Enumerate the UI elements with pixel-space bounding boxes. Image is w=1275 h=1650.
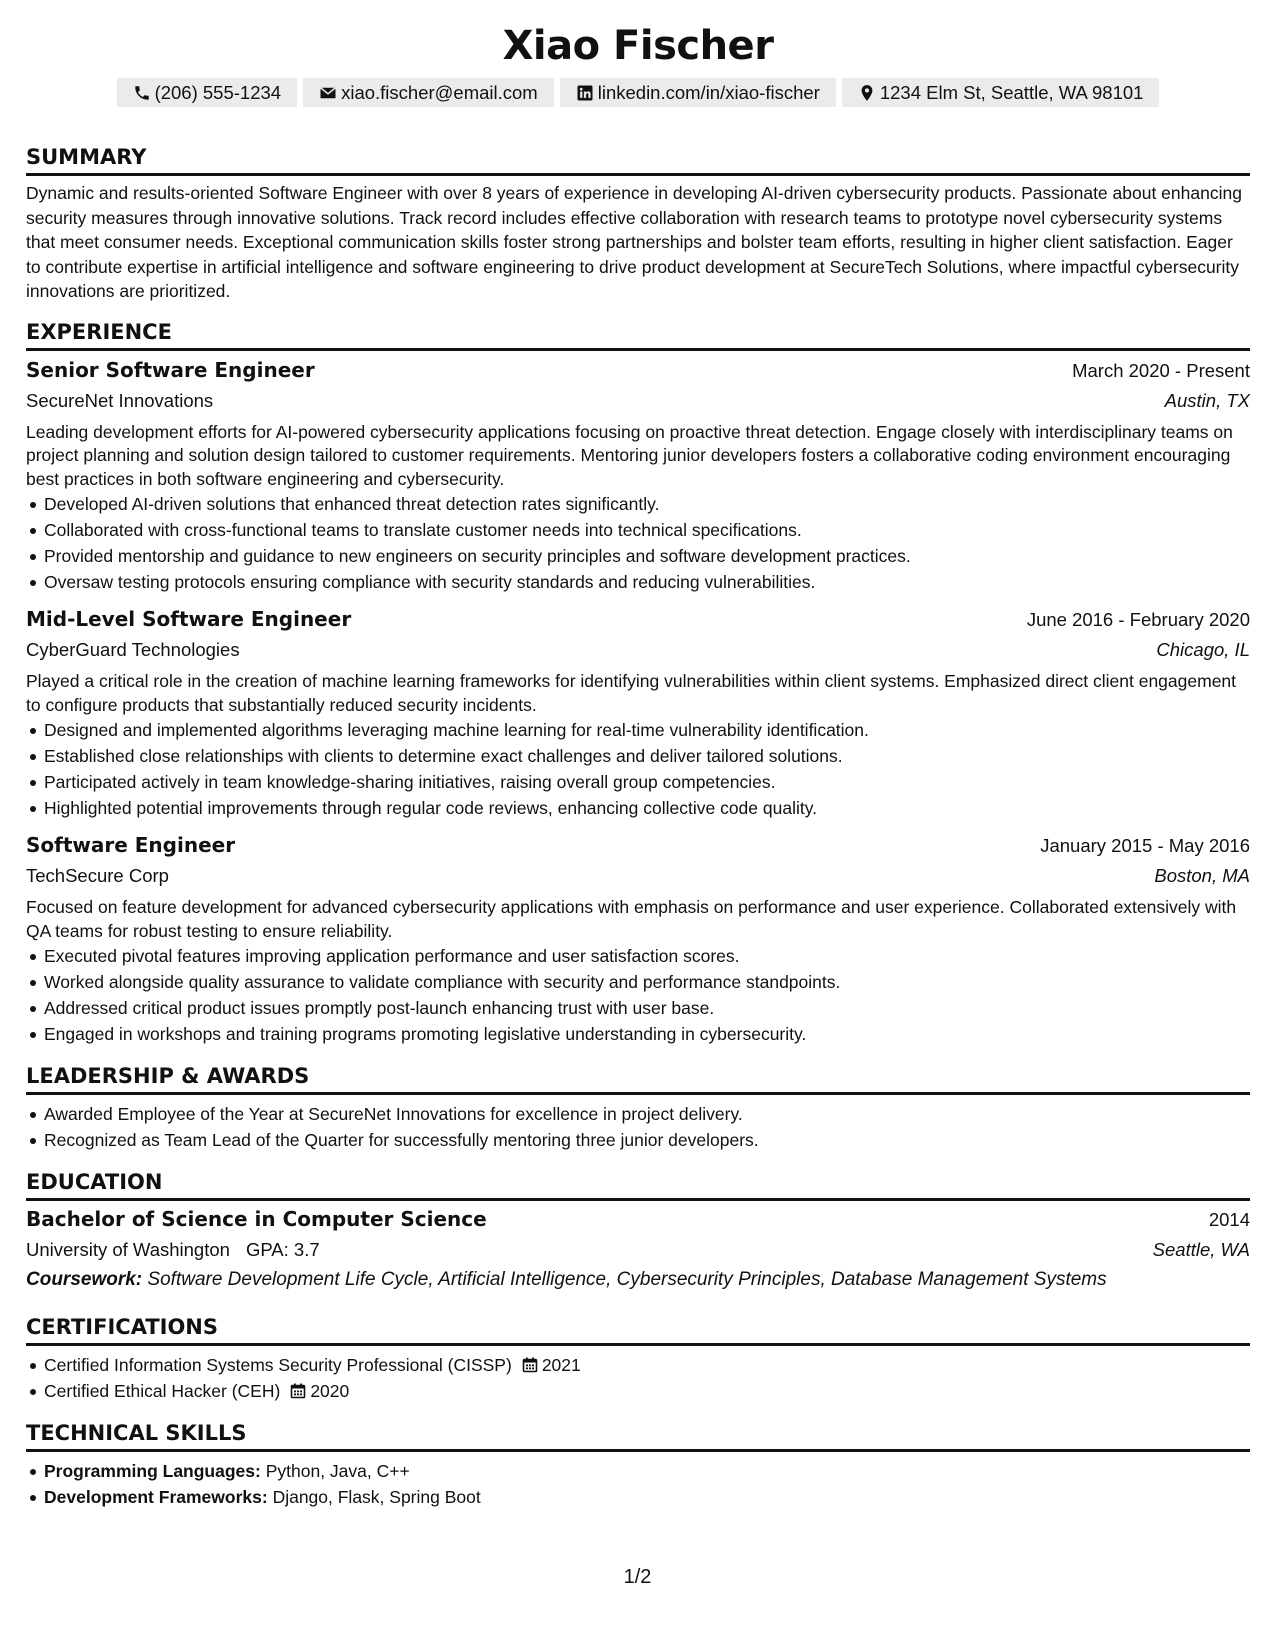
section-divider xyxy=(26,173,1250,176)
envelope-icon xyxy=(319,84,337,102)
calendar-icon xyxy=(522,1354,538,1370)
list-item: Developed AI-driven solutions that enhanced threat detection rates significantly. xyxy=(26,491,1250,517)
certifications-section xyxy=(26,1313,1250,1404)
skills-list xyxy=(26,1458,1250,1510)
job-entry xyxy=(26,830,1250,1047)
job-dates: March 2020 - Present xyxy=(1072,359,1250,381)
job-dates: January 2015 - May 2016 xyxy=(1040,835,1250,856)
list-item: Oversaw testing protocols ensuring compliance with security standards and reducing vulnerabilities. xyxy=(26,569,1250,595)
section-divider xyxy=(26,1198,1250,1201)
certification-year: 2021 xyxy=(541,1355,581,1375)
page-number: 1/2 xyxy=(623,1566,652,1588)
phone-icon xyxy=(133,84,151,102)
list-item: Established close relationships with clients to determine exact challenges and deliver tailored solutions. xyxy=(26,743,1250,769)
list-item: Addressed critical product issues promptly post-launch enhancing trust with user base. xyxy=(26,995,1250,1021)
resume-page xyxy=(26,18,1250,1510)
candidate-name: Xiao Fischer xyxy=(502,23,774,69)
coursework xyxy=(26,1265,1250,1295)
linkedin-icon xyxy=(576,84,594,102)
certifications-heading: CERTIFICATIONS xyxy=(26,1315,219,1339)
list-item: Executed pivotal features improving application performance and user satisfaction scores. xyxy=(26,943,1250,969)
experience-heading: EXPERIENCE xyxy=(26,319,172,344)
list-item: Designed and implemented algorithms leveraging machine learning for real-time vulnerability identification. xyxy=(26,717,1250,743)
contact-email-text: xiao.fischer@email.com xyxy=(341,81,538,103)
job-description: Focused on feature development for advanced cybersecurity applications with emphasis on performance and user experience. Collaborated extensively with QA teams for robust testing to ensure reliability. xyxy=(26,897,1237,941)
job-title: Senior Software Engineer xyxy=(26,357,315,382)
school-location: Seattle, WA xyxy=(1152,1239,1250,1260)
certification-year: 2020 xyxy=(310,1381,350,1401)
school-info xyxy=(26,1235,320,1265)
contact-linkedin[interactable] xyxy=(560,78,836,107)
list-item xyxy=(26,1458,1250,1484)
contact-phone[interactable] xyxy=(117,78,298,107)
job-entry xyxy=(26,604,1250,821)
section-divider xyxy=(26,1343,1250,1346)
experience-section xyxy=(26,318,1250,1048)
company-name: TechSecure Corp xyxy=(26,865,169,886)
job-location: Austin, TX xyxy=(1164,389,1250,411)
contact-bar xyxy=(26,78,1250,108)
list-item: Recognized as Team Lead of the Quarter for successfully mentoring three junior developers. xyxy=(26,1127,1250,1153)
gpa: GPA: 3.7 xyxy=(245,1239,320,1260)
summary-text: Dynamic and results-oriented Software Engineer with over 8 years of experience in developing AI-driven cybersecurity products. Passionate about enhancing security measures through innovative solutions. Track record includes effective collaboration with research teams to prototype novel cybersecurity systems that meet consumer needs. Exceptional communication skills foster strong partnerships and bolster team efforts, resulting in higher client satisfaction. Eager to contribute expertise in artificial intelligence and software engineering to drive product development at SecureTech Solutions, where impactful cybersecurity innovations are prioritized. xyxy=(26,183,1242,301)
school-name: University of Washington xyxy=(26,1239,230,1260)
job-description: Played a critical role in the creation of machine learning frameworks for identifying vulnerabilities within client systems. Emphasized direct client engagement to configure products that substantially reduced security incidents. xyxy=(26,671,1237,715)
list-item: Provided mentorship and guidance to new engineers on security principles and software development practices. xyxy=(26,543,1250,569)
list-item xyxy=(26,1352,1250,1378)
section-divider xyxy=(26,1449,1250,1452)
skill-category: Programming Languages: xyxy=(44,1461,261,1481)
job-title: Software Engineer xyxy=(26,833,236,857)
contact-linkedin-text: linkedin.com/in/xiao-fischer xyxy=(597,81,820,103)
certifications-list xyxy=(26,1352,1250,1404)
skills-section xyxy=(26,1419,1250,1510)
skill-values: Django, Flask, Spring Boot xyxy=(272,1487,481,1507)
job-location: Boston, MA xyxy=(1154,865,1250,886)
list-item: Highlighted potential improvements through regular code reviews, enhancing collective code quality. xyxy=(26,795,1250,821)
calendar-icon xyxy=(290,1380,306,1396)
education-heading: EDUCATION xyxy=(26,1170,163,1194)
section-divider xyxy=(26,1092,1250,1095)
map-pin-icon xyxy=(858,84,876,102)
skills-heading: TECHNICAL SKILLS xyxy=(26,1421,247,1445)
coursework-list: Software Development Life Cycle, Artificial Intelligence, Cybersecurity Principles, Database Management Systems xyxy=(147,1269,1107,1290)
list-item: Engaged in workshops and training programs promoting legislative understanding in cybersecurity. xyxy=(26,1021,1250,1047)
coursework-label: Coursework: xyxy=(26,1269,143,1290)
contact-email[interactable] xyxy=(303,78,554,107)
company-name: SecureNet Innovations xyxy=(26,389,214,411)
certification-name: Certified Information Systems Security Professional (CISSP) xyxy=(44,1355,512,1375)
job-dates: June 2016 - February 2020 xyxy=(1026,609,1250,630)
summary-section xyxy=(26,143,1250,304)
list-item: Participated actively in team knowledge-sharing initiatives, raising overall group competencies. xyxy=(26,769,1250,795)
job-title: Mid-Level Software Engineer xyxy=(26,607,352,631)
section-divider xyxy=(26,348,1250,351)
job-bullets xyxy=(26,943,1250,1047)
skill-values: Python, Java, C++ xyxy=(265,1461,410,1481)
job-description: Leading development efforts for AI-powered cybersecurity applications focusing on proactive threat detection. Engage closely with interdisciplinary teams on project planning and solution design tailored to customer requirements. Mentoring junior developers fosters a collaborative coding environment encouraging best practices in both software engineering and cybersecurity. xyxy=(26,421,1233,489)
list-item: Collaborated with cross-functional teams to translate customer needs into technical specifications. xyxy=(26,517,1250,543)
list-item xyxy=(26,1378,1250,1404)
graduation-year: 2014 xyxy=(1208,1209,1250,1230)
contact-address-text: 1234 Elm St, Seattle, WA 98101 xyxy=(879,81,1144,103)
certification-name: Certified Ethical Hacker (CEH) xyxy=(44,1381,281,1401)
leadership-section xyxy=(26,1062,1250,1153)
job-bullets xyxy=(26,491,1250,595)
job-location: Chicago, IL xyxy=(1156,639,1250,660)
company-name: CyberGuard Technologies xyxy=(26,639,240,660)
list-item xyxy=(26,1484,1250,1510)
skill-category: Development Frameworks: xyxy=(44,1487,268,1507)
degree-title: Bachelor of Science in Computer Science xyxy=(26,1207,487,1231)
leadership-heading: LEADERSHIP & AWARDS xyxy=(26,1064,310,1088)
contact-address[interactable] xyxy=(842,78,1160,107)
summary-heading: SUMMARY xyxy=(26,145,147,169)
awards-list xyxy=(26,1101,1250,1153)
list-item: Worked alongside quality assurance to validate compliance with security and performance standpoints. xyxy=(26,969,1250,995)
job-bullets xyxy=(26,717,1250,821)
contact-phone-text: (206) 555-1234 xyxy=(154,81,282,103)
education-section xyxy=(26,1168,1250,1295)
list-item: Awarded Employee of the Year at SecureNet Innovations for excellence in project delivery. xyxy=(26,1101,1250,1127)
job-entry xyxy=(26,355,1250,596)
